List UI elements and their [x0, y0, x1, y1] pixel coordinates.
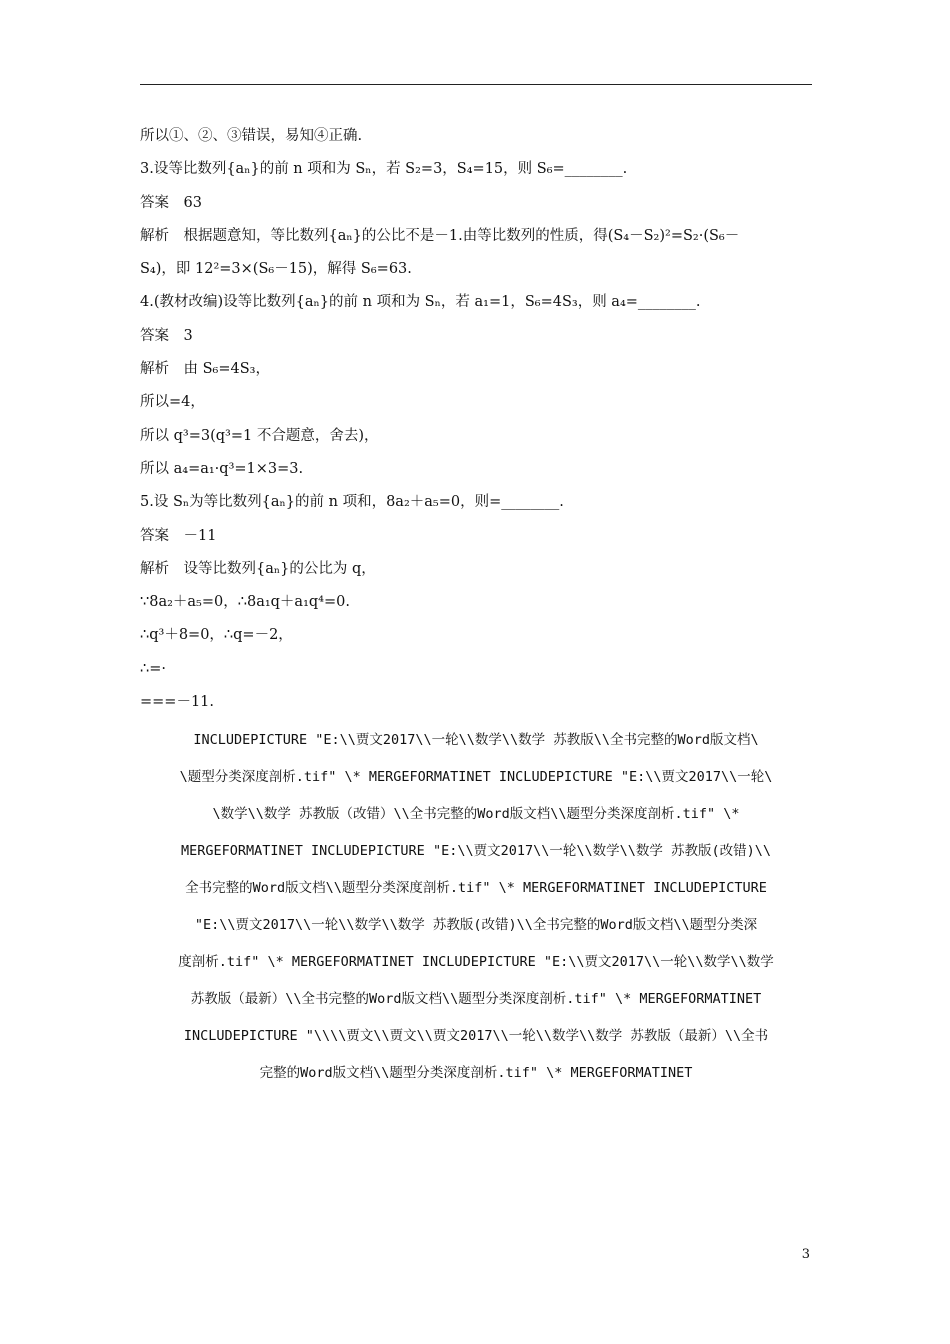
text-line: 所以①、②、③错误，易知④正确.	[140, 128, 363, 144]
field-code-line: 度剖析.tif" \* MERGEFORMATINET INCLUDEPICTURE "E:\\贾文2017\\一轮\\数学\\数学	[178, 954, 774, 970]
text-line: ∴=·	[140, 660, 166, 677]
text-line: 所以 q³=3(q³=1 不合题意，舍去)，	[140, 427, 379, 444]
question-3: 3.设等比数列{aₙ}的前 n 项和为 Sₙ，若 S₂=3，S₄=15，则 S₆=________.	[140, 161, 628, 178]
question-4: 4.(教材改编)设等比数列{aₙ}的前 n 项和为 Sₙ，若 a₁=1，S₆=4S₃，则 a₄=________.	[140, 294, 701, 311]
field-code-line: MERGEFORMATINET INCLUDEPICTURE "E:\\贾文2017\\一轮\\数学\\数学 苏教版(改错)\\	[180, 843, 771, 859]
analysis-5: 解析 设等比数列{aₙ}的公比为 q，	[140, 560, 376, 577]
text-line: 所以 a₄=a₁·q³=1×3=3.	[140, 460, 304, 477]
text-line: ===－11.	[140, 694, 215, 711]
field-code-line: \题型分类深度剖析.tif" \* MERGEFORMATINET INCLUDEPICTURE "E:\\贾文2017\\一轮\	[179, 769, 773, 785]
field-code-line: 苏教版（最新）\\全书完整的Word版文档\\题型分类深度剖析.tif" \* MERGEFORMATINET	[190, 991, 762, 1007]
field-code-line: INCLUDEPICTURE "\\\\贾文\\贾文\\贾文2017\\一轮\\数学\\数学 苏教版（最新）\\全书	[183, 1028, 769, 1044]
question-5: 5.设 Sₙ为等比数列{aₙ}的前 n 项和，8a₂＋a₅=0，则=________.	[140, 494, 564, 511]
field-code-line: 全书完整的Word版文档\\题型分类深度剖析.tif" \* MERGEFORMATINET INCLUDEPICTURE	[185, 880, 767, 896]
field-code-line: \数学\\数学 苏教版（改错）\\全书完整的Word版文档\\题型分类深度剖析.tif" \*	[212, 806, 740, 822]
text-line: ∵8a₂＋a₅=0，∴8a₁q＋a₁q⁴=0.	[140, 594, 350, 611]
answer-4: 答案 3	[140, 327, 193, 344]
document-body	[140, 120, 812, 719]
field-code-block	[140, 722, 812, 1092]
answer-5: 答案 －11	[140, 527, 217, 544]
header-rule	[140, 84, 812, 85]
field-code-line: 完整的Word版文档\\题型分类深度剖析.tif" \* MERGEFORMATINET	[259, 1065, 693, 1081]
field-code-line: INCLUDEPICTURE "E:\\贾文2017\\一轮\\数学\\数学 苏教版\\全书完整的Word版文档\	[193, 732, 759, 748]
analysis-3-cont: S₄)，即 12²=3×(S₆－15)，解得 S₆=63.	[140, 261, 412, 278]
analysis-4: 解析 由 S₆=4S₃，	[140, 361, 270, 378]
analysis-3: 解析 根据题意知，等比数列{aₙ}的公比不是－1.由等比数列的性质，得(S₄－S₂)²=S₂·(S₆－	[140, 227, 740, 244]
text-line: ∴q³＋8=0，∴q=－2，	[140, 627, 293, 644]
text-line: 所以=4，	[140, 394, 205, 411]
page-number: 3	[801, 1247, 810, 1262]
field-code-line: "E:\\贾文2017\\一轮\\数学\\数学 苏教版(改错)\\全书完整的Word版文档\\题型分类深	[194, 917, 758, 933]
answer-3: 答案 63	[140, 194, 202, 211]
